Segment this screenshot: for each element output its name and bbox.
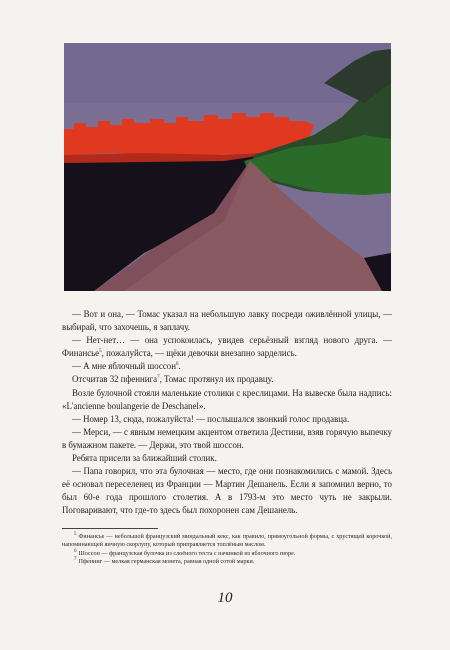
paragraph: — А мне яблочный шоссон$^6$. (72, 361, 181, 372)
paragraph: — Папа говорил, что эта булочная — место, где они познакомились с мамой. Здесь её основал переселенец из Франции — Мартин Дешанель. Если я запомнил верно, то был 60-е года прошлого столетия. А в 1793-м это место чуть не закрыли. Поговаривают, что где-то здесь был похоронен сам Дешанель. (62, 466, 392, 516)
paragraph: Ребята присели за ближайший столик. (72, 453, 217, 464)
footnote: $^5$ Финансье — небольшой французский миндальный кекс, как правило, прямоугольной формы, с хрустящей корочкой, напоминающей яичную скорлупу, который приправляется топлёным маслом. (62, 531, 392, 549)
paragraph: — Нет-нет… — она успокоилась, увидев серьёзный взгляд нового друга. — Финансье$^5$, пожалуйста, — щёки девочки внезапно зарделись. (62, 335, 392, 359)
footnote-divider (62, 528, 158, 529)
footnotes (62, 533, 392, 567)
paragraph: — Номер 13, сюда, пожалуйста! — послышался звонкий голос продавца. (72, 413, 350, 424)
footnote: $^7$ Пфенниг — мелкая германская монета, равная одной сотой марки. (74, 557, 255, 566)
paragraph: — Мерси, — с явным немецким акцентом ответила Дестини, взяв горячую выпечку в бумажном пакете. — Держи, это твой шоссон. (62, 426, 392, 450)
illustration (64, 43, 391, 291)
footnote-ref: 6 (175, 362, 179, 368)
paragraph: Возле булочной стояли маленькие столики с креслицами. На вывеске была надпись: «L'ancienne boulangerie de Deschanel». (62, 387, 392, 411)
chapter-text (62, 308, 392, 518)
footnote-ref: 7 (157, 375, 160, 381)
page-number: 10 (217, 590, 233, 606)
landscape-drawing (64, 43, 391, 291)
footnote: $^6$ Шоссон — французская булочка из слоёного теста с начинкой из яблочного пюре. (74, 548, 296, 557)
paragraph: — Вот и она, — Томас указал на небольшую лавку посреди оживлённой улицы, — выбирай, что захочешь, я заплачу. (62, 309, 392, 333)
paragraph: Отсчитав 32 пфеннига$^7$, Томас протянул их продавцу. (72, 374, 274, 385)
footnote-ref: 5 (99, 349, 102, 355)
